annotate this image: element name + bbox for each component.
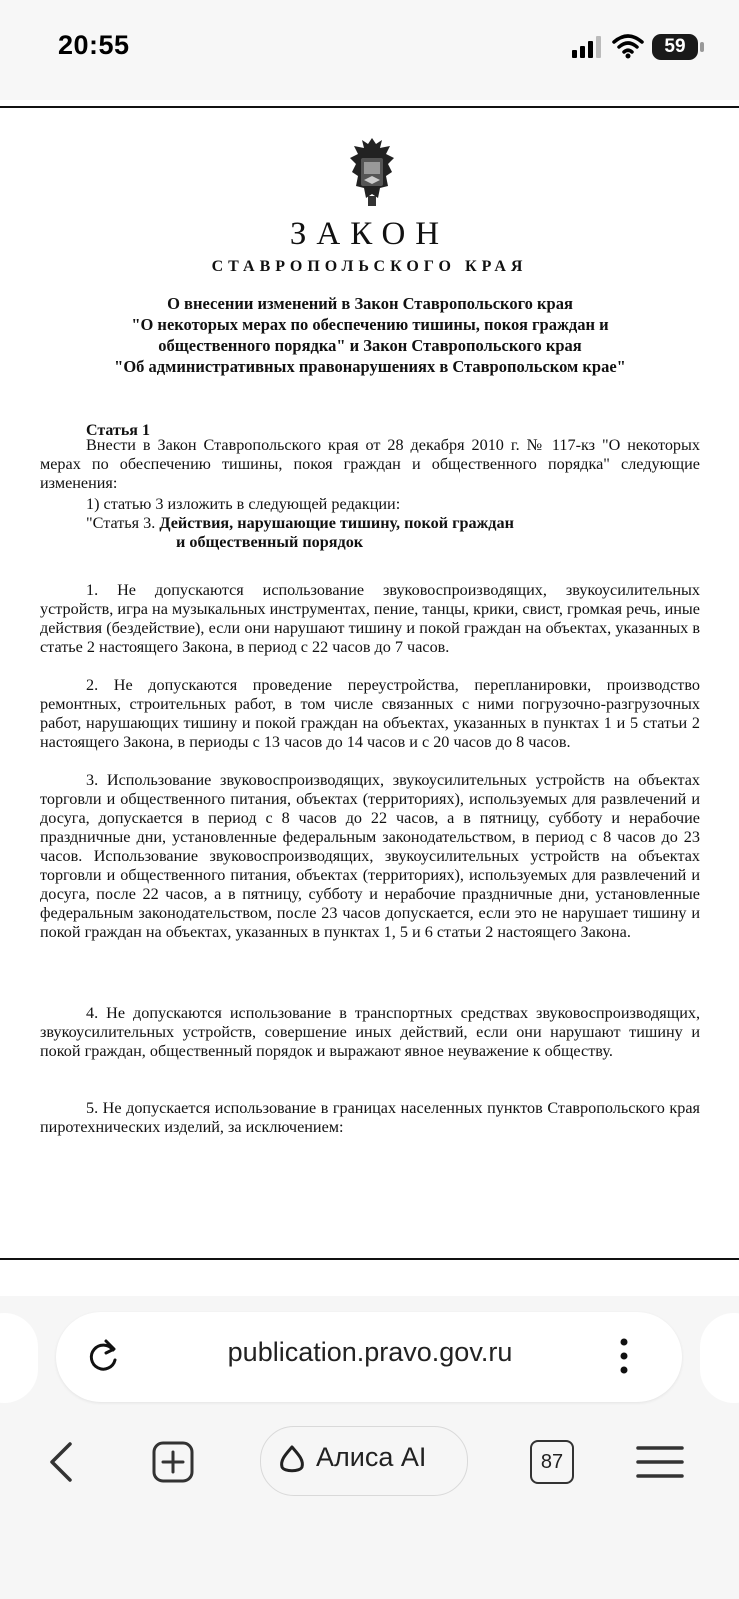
paragraph-text: 5. Не допускается использование в границах населенных пунктов Ставропольского края пиротехнических изделий, за исключением: (40, 1099, 700, 1136)
wifi-icon (612, 33, 644, 59)
subtitle-line: "Об административных правонарушениях в Ставропольском крае" (114, 357, 626, 376)
cellular-signal-icon (572, 36, 602, 58)
battery-tip (700, 42, 704, 52)
chevron-left-icon[interactable] (44, 1440, 80, 1484)
coat-of-arms-emblem (344, 136, 400, 208)
paragraph-text: 3. Использование звуковоспроизводящих, звукоусилительных устройств на объектах торговли и общественного питания, объектах (территориях), используемых для развлечений и досуга, допускается в период с 8 часов до 22 часов, а в пятницу, субботу и нерабочие праздничные дни, установленные федеральным законодательством, в период с 8 часов до 23 часов. Использование звуковоспроизводящих, звукоусилительных устройств на объектах торговли и общественного питания, объектах (территориях), используемых для развлечений и досуга, после 22 часов, а в пятницу, субботу и нерабочие праздничные дни, установленные федеральным законодательством, после 23 часов допускается, если это не нарушает тишину и покой граждан на объектах, указанных в пунктах 1, 5 и 6 статьи 2 настоящего Закона. (40, 771, 700, 941)
article-3-prefix: "Статья 3. (86, 514, 156, 532)
document-subtitle (60, 293, 680, 377)
subtitle-line: О внесении изменений в Закон Ставропольского края (167, 294, 573, 313)
paragraph-1 (40, 581, 700, 657)
paragraph-text: 1. Не допускаются использование звуковоспроизводящих, звукоусилительных устройств, игра на музыкальных инструментах, пение, танцы, крики, свист, громкая речь, иные действия (бездействие), если они нарушают тишину и покой граждан на объектах, указанных в статье 2 настоящего Закона, в период с 22 часов до 7 часов. (40, 581, 700, 656)
plus-square-icon[interactable] (150, 1440, 196, 1484)
paragraph-3 (40, 771, 700, 942)
reload-icon[interactable] (85, 1336, 121, 1376)
paragraph-5 (40, 1099, 700, 1137)
article-intro-text: Внести в Закон Ставропольского края от 28 декабря 2010 г. № 117-кз "О некоторых мерах по обеспечению тишины, покоя граждан и общественного порядка" следующие изменения: (40, 436, 700, 492)
amendment-item: 1) статью 3 изложить в следующей редакции: (86, 495, 401, 513)
subtitle-line: общественного порядка" и Закон Ставропольского края (158, 336, 582, 355)
document-title: ЗАКОН (289, 216, 450, 252)
article-3-title (86, 514, 514, 533)
subtitle-line: "О некоторых мерах по обеспечению тишины, покоя граждан и (131, 315, 609, 334)
status-time: 20:55 (58, 30, 130, 60)
article-intro (40, 436, 700, 493)
paragraph-text: 4. Не допускаются использование в транспортных средствах звуковоспроизводящих, звукоусилительных устройств, совершение иных действий, если они нарушают тишину и покой граждан, общественный порядок и выражают явное неуважение к обществу. (40, 1004, 700, 1060)
more-vertical-icon[interactable] (618, 1336, 630, 1376)
document-top-border (0, 106, 739, 108)
paragraph-text: 2. Не допускаются проведение переустройства, перепланировки, производство ремонтных, строительных работ, в том числе связанных с ними погрузочно-разгрузочных работ, нарушающих тишину и покой граждан на объектах, указанных в пунктах 1 и 5 статьи 2 настоящего Закона, в периоды с 13 часов до 14 часов и с 20 часов до 8 часов. (40, 676, 700, 751)
status-bar (0, 0, 739, 100)
tabs-counter-button[interactable]: 87 (530, 1440, 574, 1484)
article-3-title-line-1: Действия, нарушающие тишину, покой граждан (159, 514, 514, 532)
document-bottom-border (0, 1258, 739, 1260)
hamburger-menu-icon[interactable] (636, 1444, 684, 1480)
alisa-label[interactable]: Алиса AI (316, 1442, 427, 1472)
alisa-icon (278, 1444, 306, 1474)
battery-indicator: 59 (652, 34, 698, 60)
article-3-title-line-2: и общественный порядок (176, 533, 364, 551)
document-region: СТАВРОПОЛЬСКОГО КРАЯ (211, 258, 528, 275)
paragraph-2 (40, 676, 700, 752)
article-heading: Статья 1 (86, 422, 150, 439)
paragraph-4 (40, 1004, 700, 1061)
url-text[interactable]: publication.pravo.gov.ru (227, 1337, 513, 1367)
